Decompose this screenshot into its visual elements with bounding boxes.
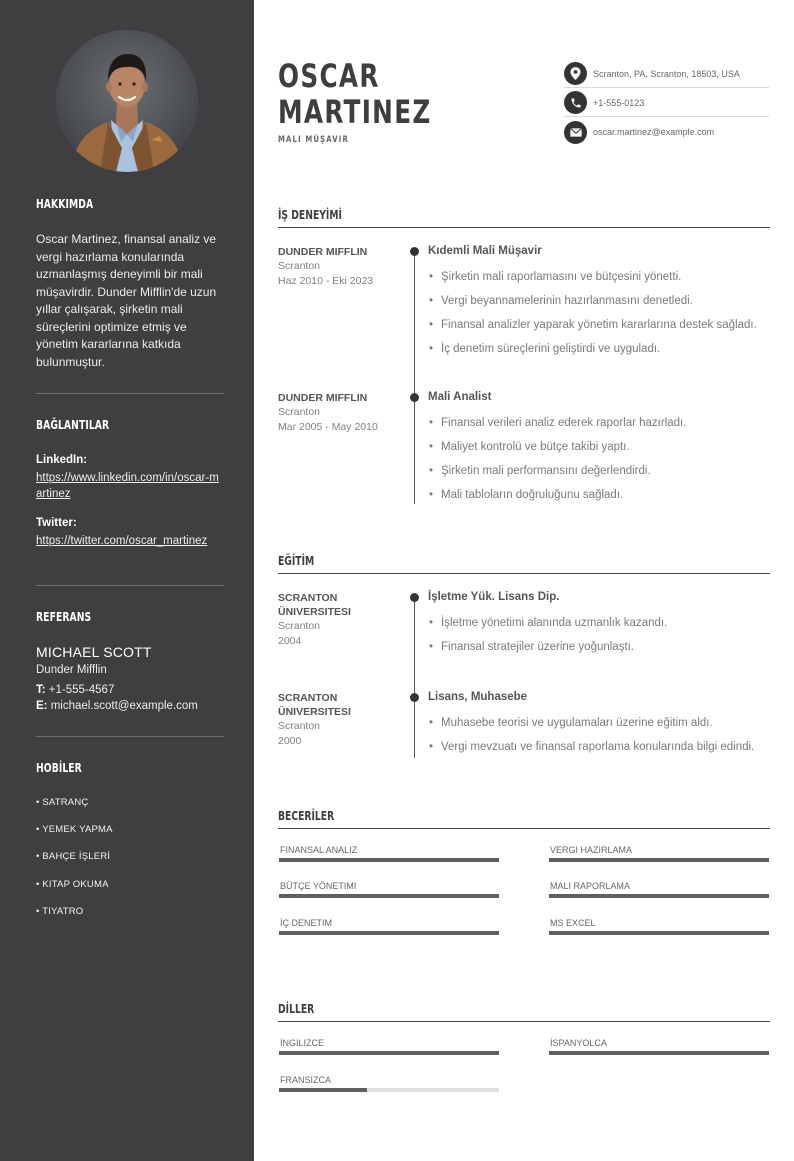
job-bullet: • Şirketin mali raporlamasını ve bütçesini yönetti. bbox=[429, 271, 681, 283]
education-entry-meta bbox=[278, 691, 396, 749]
skill-bar bbox=[549, 894, 769, 898]
reference-heading: REFERANS bbox=[36, 609, 92, 624]
education-entry-meta bbox=[278, 591, 396, 649]
school-name: ÜNIVERSITESI bbox=[278, 606, 351, 618]
hobbies-heading: HOBİLER bbox=[36, 760, 82, 775]
skills-heading: BECERİLER bbox=[278, 808, 335, 823]
reference-phone-label: T: bbox=[36, 683, 46, 696]
job-bullet: • İç denetim süreçlerini geliştirdi ve uyguladı. bbox=[429, 343, 660, 355]
skill-bar-fill bbox=[549, 858, 769, 862]
reference-company: Dunder Mifflin bbox=[36, 663, 107, 676]
employment-dates: Mar 2005 - May 2010 bbox=[278, 421, 378, 433]
address-text: Scranton, PA, Scranton, 18503, USA bbox=[593, 68, 740, 79]
skill-bar-fill bbox=[549, 931, 769, 935]
hobby-item: • YEMEK YAPMA bbox=[36, 824, 113, 835]
skill-bar bbox=[279, 894, 499, 898]
skill-item bbox=[279, 881, 499, 898]
graduation-year: 2004 bbox=[278, 635, 302, 647]
education-bullet: • Muhasebe teorisi ve uygulamaları üzerine eğitim aldı. bbox=[429, 717, 713, 729]
skill-item bbox=[549, 845, 769, 862]
linkedin-block bbox=[36, 452, 220, 502]
education-bullet: • Vergi mevzuatı ve finansal raporlama konularında bilgi edindi. bbox=[429, 741, 754, 753]
about-text: Oscar Martinez, finansal analiz ve vergi hazırlama konularında uzmanlaşmış deneyimli bir mali müşavirdir. Dunder Mifflin'de uzun yıllar çalışarak, şirketin mali süreçlerini optimize etmiş ve yönetim kararlarına katkıda bulunmuştur. bbox=[36, 232, 217, 369]
job-role: Kıdemli Mali Müşavir bbox=[428, 245, 542, 257]
envelope-icon bbox=[564, 121, 587, 144]
school-name: ÜNIVERSITESI bbox=[278, 706, 351, 718]
about-heading: HAKKIMDA bbox=[36, 196, 94, 211]
linkedin-link[interactable]: https://www.linkedin.com/in/oscar-martinez bbox=[36, 471, 219, 500]
job-bullet: • Finansal analizler yaparak yönetim kararlarına destek sağladı. bbox=[429, 319, 757, 331]
section-rule bbox=[278, 828, 770, 829]
skill-item bbox=[279, 918, 499, 935]
skill-label: BÜTÇE YÖNETIMI bbox=[280, 881, 357, 891]
language-item bbox=[279, 1075, 499, 1092]
reference-phone-value: +1-555-4567 bbox=[48, 683, 115, 696]
name-first: OSCAR bbox=[278, 57, 380, 95]
email-text: oscar.martinez@example.com bbox=[593, 127, 715, 137]
language-bar-fill bbox=[279, 1088, 367, 1092]
skill-label: FINANSAL ANALIZ bbox=[280, 845, 358, 855]
language-item bbox=[549, 1038, 769, 1055]
section-rule bbox=[278, 1021, 770, 1022]
job-role: Mali Analist bbox=[428, 391, 492, 403]
skill-label: MALI RAPORLAMA bbox=[550, 881, 631, 891]
reference-name: MICHAEL SCOTT bbox=[36, 644, 152, 660]
education-timeline bbox=[414, 597, 415, 758]
timeline-dot bbox=[410, 247, 419, 256]
name-last: MARTINEZ bbox=[278, 93, 432, 131]
school-location: Scranton bbox=[278, 720, 321, 732]
timeline-dot bbox=[410, 393, 419, 402]
hobby-item: • KITAP OKUMA bbox=[36, 879, 109, 890]
company-location: Scranton bbox=[278, 260, 321, 272]
sidebar-divider bbox=[36, 736, 224, 737]
language-label: FRANSIZCA bbox=[280, 1075, 332, 1085]
profile-photo bbox=[56, 30, 198, 172]
job-bullet: • Finansal verileri analiz ederek raporlar hazırladı. bbox=[429, 417, 686, 429]
section-rule bbox=[278, 227, 770, 228]
avatar bbox=[56, 30, 198, 172]
degree-title: İşletme Yük. Lisans Dip. bbox=[428, 591, 560, 603]
language-label: İNGILIZCE bbox=[280, 1038, 325, 1048]
reference-email bbox=[36, 698, 220, 714]
job-bullet: • Maliyet kontrolü ve bütçe takibi yaptı. bbox=[429, 441, 630, 453]
skill-item bbox=[279, 845, 499, 862]
language-bar-fill bbox=[549, 1051, 769, 1055]
skill-item bbox=[549, 881, 769, 898]
company-location: Scranton bbox=[278, 406, 321, 418]
skill-bar-fill bbox=[279, 858, 499, 862]
job-title: MALI MÜŞAVIR bbox=[278, 135, 349, 145]
languages-heading: DİLLER bbox=[278, 1001, 315, 1016]
job-bullet: • Mali tabloların doğruluğunu sağladı. bbox=[429, 489, 623, 501]
skill-bar-fill bbox=[279, 931, 499, 935]
twitter-link[interactable]: https://twitter.com/oscar_martinez bbox=[36, 534, 208, 547]
school-location: Scranton bbox=[278, 620, 321, 632]
language-label: İSPANYOLCA bbox=[550, 1038, 607, 1048]
language-item bbox=[279, 1038, 499, 1055]
school-name: SCRANTON bbox=[278, 592, 338, 604]
timeline-dot bbox=[410, 593, 419, 602]
linkedin-label: LinkedIn: bbox=[36, 454, 88, 466]
job-bullet: • Şirketin mali performansını değerlendirdi. bbox=[429, 465, 651, 477]
reference-phone bbox=[36, 682, 220, 698]
job-bullet: • Vergi beyannamelerinin hazırlanmasını denetledi. bbox=[429, 295, 693, 307]
contact-address bbox=[564, 60, 769, 88]
sidebar-divider bbox=[36, 585, 224, 586]
education-bullet: • Finansal stratejiler üzerine yoğunlaştı. bbox=[429, 641, 634, 653]
phone-text: +1-555-0123 bbox=[593, 97, 645, 108]
graduation-year: 2000 bbox=[278, 735, 302, 747]
twitter-label: Twitter: bbox=[36, 517, 77, 529]
sidebar-divider bbox=[36, 393, 224, 394]
twitter-block bbox=[36, 515, 220, 549]
reference-email-label: E: bbox=[36, 699, 48, 712]
experience-entry-meta bbox=[278, 391, 396, 435]
employment-dates: Haz 2010 - Eki 2023 bbox=[278, 275, 374, 287]
hobby-item: • TIYATRO bbox=[36, 906, 84, 917]
skill-label: İÇ DENETIM bbox=[280, 918, 333, 928]
skill-bar bbox=[279, 931, 499, 935]
phone-icon bbox=[564, 91, 587, 114]
language-bar bbox=[549, 1051, 769, 1055]
skill-bar bbox=[549, 931, 769, 935]
education-bullet: • İşletme yönetimi alanında uzmanlık kazandı. bbox=[429, 617, 667, 629]
skill-label: MS EXCEL bbox=[550, 918, 596, 928]
reference-email-value: michael.scott@example.com bbox=[50, 699, 198, 712]
reference-block bbox=[36, 644, 220, 714]
sidebar bbox=[0, 0, 254, 1161]
contact-email bbox=[564, 118, 769, 146]
skill-bar-fill bbox=[279, 894, 499, 898]
language-bar bbox=[279, 1088, 499, 1092]
skill-label: VERGI HAZIRLAMA bbox=[550, 845, 633, 855]
language-bar bbox=[279, 1051, 499, 1055]
experience-timeline bbox=[414, 251, 415, 504]
hobby-item: • SATRANÇ bbox=[36, 797, 89, 808]
company-name: DUNDER MIFFLIN bbox=[278, 246, 368, 258]
candidate-name bbox=[278, 58, 502, 130]
links-heading: BAĞLANTILAR bbox=[36, 417, 110, 432]
experience-heading: İŞ DENEYİMİ bbox=[278, 207, 342, 222]
contact-phone bbox=[564, 89, 769, 117]
skill-bar-fill bbox=[549, 894, 769, 898]
education-heading: EĞİTİM bbox=[278, 553, 315, 568]
hobby-item: • BAHÇE İŞLERİ bbox=[36, 851, 111, 862]
experience-entry-meta bbox=[278, 245, 396, 289]
skill-bar bbox=[549, 858, 769, 862]
skill-bar bbox=[279, 858, 499, 862]
company-name: DUNDER MIFFLIN bbox=[278, 392, 368, 404]
skill-item bbox=[549, 918, 769, 935]
degree-title: Lisans, Muhasebe bbox=[428, 691, 528, 703]
location-pin-icon bbox=[564, 62, 587, 85]
school-name: SCRANTON bbox=[278, 692, 338, 704]
language-bar-fill bbox=[279, 1051, 499, 1055]
section-rule bbox=[278, 573, 770, 574]
timeline-dot bbox=[410, 693, 419, 702]
